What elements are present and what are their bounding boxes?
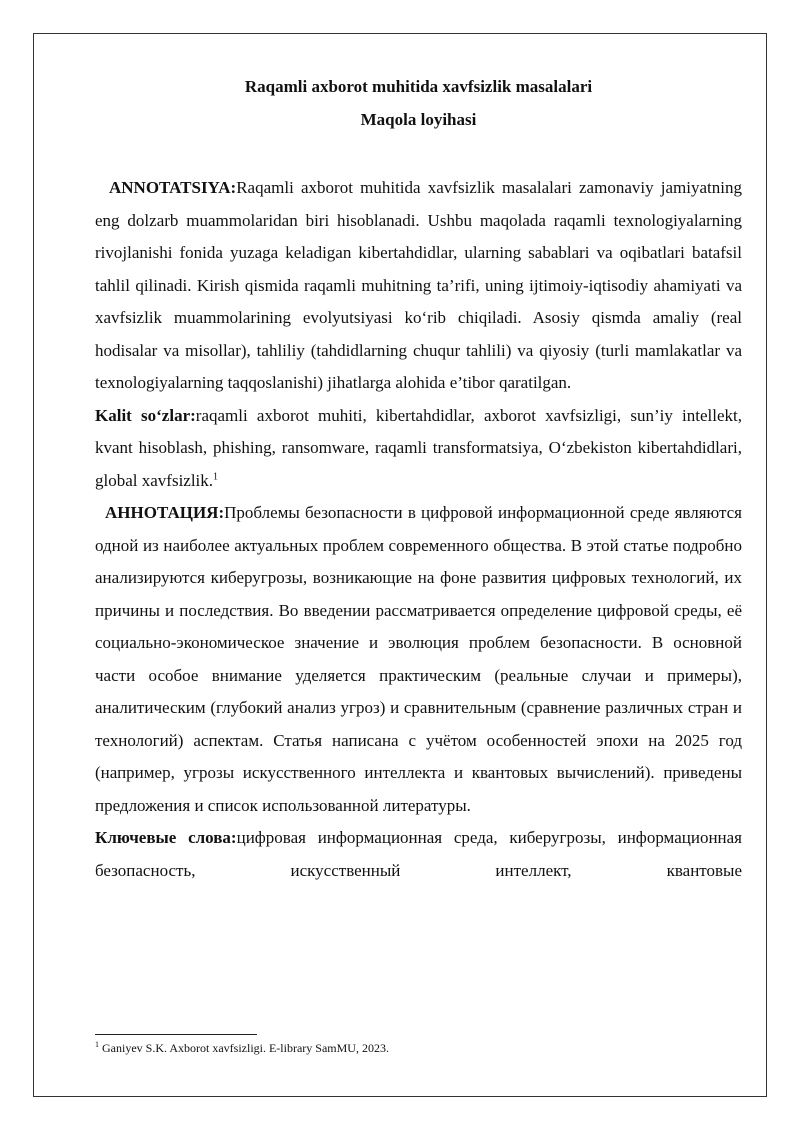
keywords-uz-lead: Kalit so‘zlar: — [95, 405, 196, 425]
footnote-reference[interactable]: 1 — [213, 470, 219, 482]
annotation-ru — [95, 497, 742, 822]
document-subtitle: Maqola loyihasi — [360, 110, 477, 129]
footnote — [95, 1040, 389, 1056]
document-title: Raqamli axborot muhitida xavfsizlik masalalari — [244, 77, 593, 96]
keywords-uz — [95, 400, 742, 498]
keywords-uz-text: raqamli axborot muhiti, kibertahdidlar, axborot xavfsizligi, sun’iy intellekt, kvant hisoblash, phishing, ransomware, raqamli transformatsiya, O‘zbekiston kibertahdidlari, global xavfsizlik. — [95, 405, 743, 490]
annotation-uz — [95, 172, 742, 400]
keywords-ru — [95, 822, 742, 887]
footnote-text: Ganiyev S.K. Axborot xavfsizligi. E-library SamMU, 2023. — [99, 1041, 389, 1055]
annotation-ru-text: Проблемы безопасности в цифровой информационной среде являются одной из наиболее актуальных проблем современного общества. В этой статье подробно анализируются киберугрозы, возникающие на фоне развития цифровых технологий, их причины и последствия. Во введении рассматривается определение цифровой среды, её социально-экономическое значение и эволюция проблем безопасности. В основной части особое внимание уделяется практическим (реальные случаи и примеры), аналитическим (глубокий анализ угроз) и сравнительным (сравнение различных стран и технологий) аспектам. Статья написана с учётом особенностей эпохи на 2025 год (например, угрозы искусственного интеллекта и квантовых вычислений). приведены предложения и список использованной литературы. — [95, 503, 742, 815]
footnote-mark: 1 — [95, 1040, 99, 1049]
keywords-ru-lead: Ключевые слова: — [95, 828, 237, 847]
document-body — [95, 72, 742, 887]
annotation-ru-lead: АННОТАЦИЯ: — [105, 503, 225, 522]
keywords-ru-text: цифровая информационная среда, киберугрозы, информационная безопасность, искусственный интеллект, квантовые — [95, 828, 743, 880]
annotation-uz-text: Raqamli axborot muhitida xavfsizlik masalalari zamonaviy jamiyatning eng dolzarb muammolaridan biri hisoblanadi. Ushbu maqolada raqamli texnologiyalarning rivojlanishi fonida yuzaga keladigan kibertahdidlar, ularning sabablari va oqibatlari batafsil tahlil qilinadi. Kirish qismida raqamli muhitning ta’rifi, uning ijtimoiy-iqtisodiy ahamiyati va xavfsizlik muammolarining evolyutsiyasi ko‘rib chiqiladi. Asosiy qismda amaliy (real hodisalar va misollar), tahliliy (tahdidlarning chuqur tahlili) va qiyosiy (turli mamlakatlar va texnologiyalarning taqqoslanishi) jihatlarga alohida e’tibor qaratilgan. — [95, 178, 742, 392]
footnote-separator — [95, 1034, 257, 1035]
annotation-uz-lead: ANNOTATSIYA: — [109, 178, 237, 197]
